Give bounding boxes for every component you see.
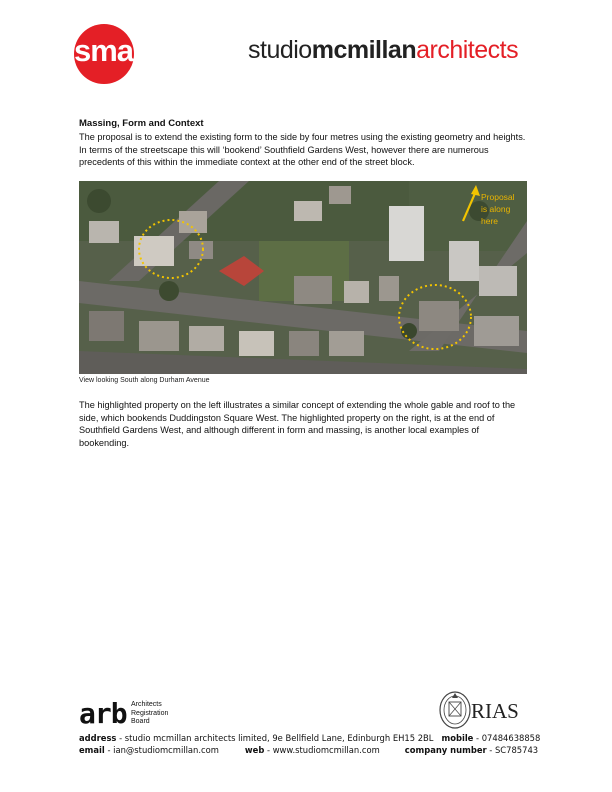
rias-logo (438, 690, 538, 730)
web-value: - www.studiomcmillan.com (264, 745, 380, 755)
arb-logo (79, 697, 199, 730)
company-label: company number (404, 745, 487, 755)
email-label: email (79, 745, 105, 755)
address-value: - studio mcmillan architects limited, 9e Bellfield Lane, Edinburgh EH15 2BL (116, 733, 434, 743)
photo-caption: View looking South along Durham Avenue (79, 377, 210, 384)
footer-line-2 (79, 745, 539, 755)
annotation-line: here (481, 216, 499, 226)
arb-line: Registration (131, 709, 169, 717)
web-label: web (244, 745, 265, 755)
annotation-line: Proposal (481, 192, 515, 202)
wordmark-studio: studio (248, 36, 312, 64)
arb-text (131, 701, 168, 727)
arb-line: Board (131, 718, 150, 725)
mobile-label: mobile (441, 733, 474, 743)
company-wordmark (248, 36, 518, 65)
aerial-photo-illustration (79, 181, 527, 374)
company-value: - SC785743 (486, 745, 539, 755)
sma-logo (74, 24, 134, 84)
arb-mark: arb (79, 697, 127, 730)
section-heading: Massing, Form and Context (79, 118, 204, 129)
rias-crest-icon (438, 690, 472, 730)
second-paragraph: The highlighted property on the left illustrates a similar concept of extending the whole gable and roof to the side, which bookends Duddingston Square West. The highlighted property on the right, is at the end of Southfield Gardens West, and although different in form and massing, is another local examples of bookending. (79, 400, 516, 448)
intro-paragraph: The proposal is to extend the existing form to the side by four metres using the existing geometry and heights. In terms of the streetscape this will ‘bookend’ Southfield Gardens West, however there are numerous precedents of this within the immediate context at the other end of the street block. (79, 132, 526, 168)
mobile-value: - 07484638858 (473, 733, 541, 743)
wordmark-mcmillan: mcmillan (311, 36, 417, 64)
arb-line: Architects (131, 701, 162, 708)
wordmark-architects: architects (416, 36, 519, 64)
rias-text: RIAS (471, 699, 519, 723)
photo-annotation (481, 191, 515, 227)
aerial-photo (79, 181, 527, 374)
email-value: - ian@studiomcmillan.com (104, 745, 219, 755)
annotation-line: is along (481, 204, 511, 214)
logo-text: sma (74, 33, 134, 68)
footer-line-1 (79, 733, 541, 743)
address-label: address (79, 733, 117, 743)
